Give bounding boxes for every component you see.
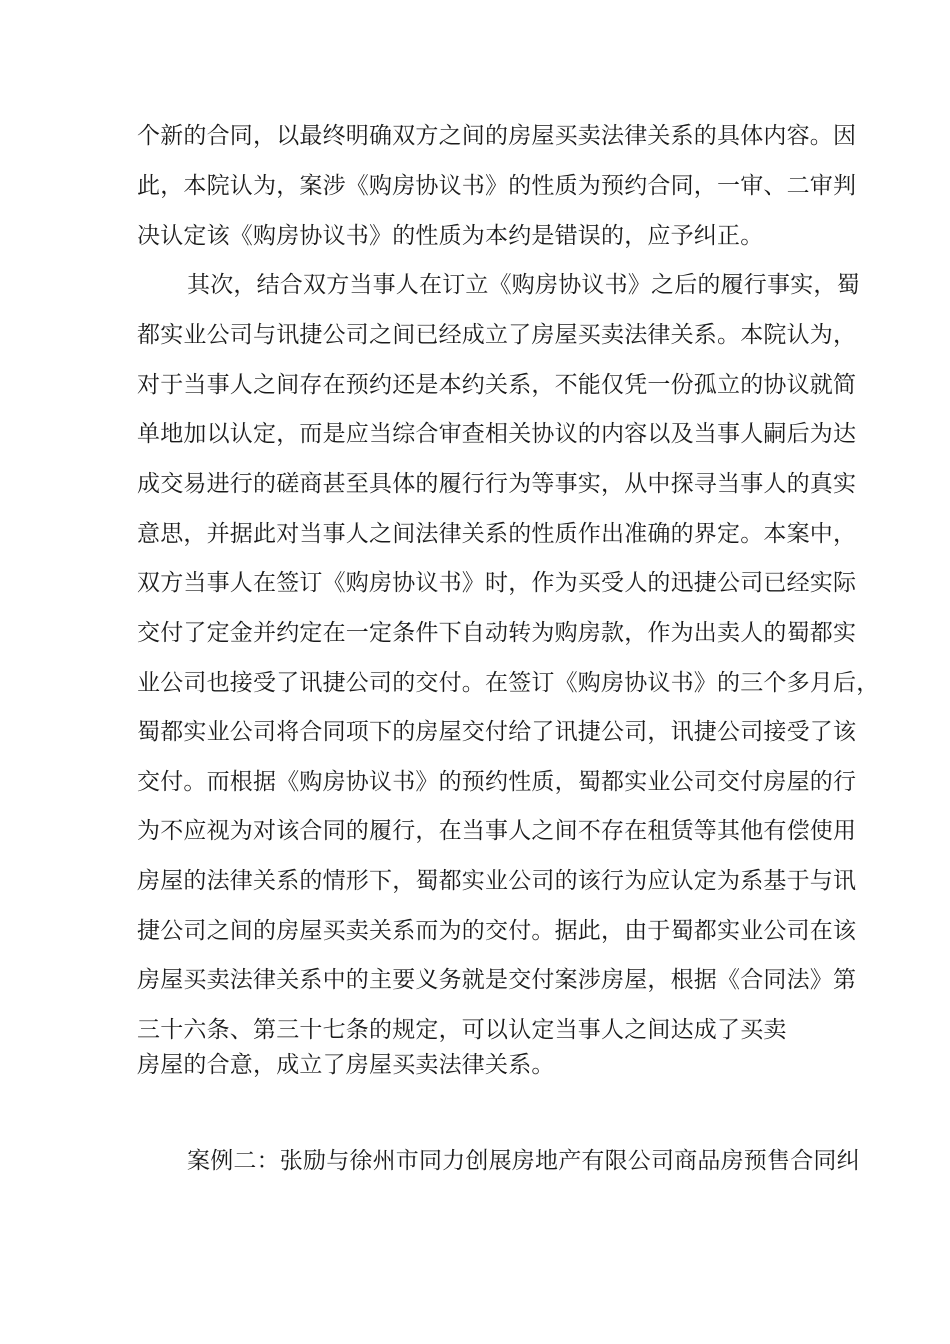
paragraph-2-line-9: 业公司也接受了讯捷公司的交付。在签订《购房协议书》的三个多月后， [137, 670, 880, 696]
paragraph-2-line-6: 意思，并据此对当事人之间法律关系的性质作出准确的界定。本案中， [137, 521, 857, 547]
paragraph-3-line-1: 案例二：张励与徐州市同力创展房地产有限公司商品房预售合同纠 [187, 1148, 860, 1174]
paragraph-2-line-8: 交付了定金并约定在一定条件下自动转为购房款，作为出卖人的蜀都实 [137, 620, 857, 646]
paragraph-2-line-2: 都实业公司与讯捷公司之间已经成立了房屋买卖法律关系。本院认为， [137, 322, 857, 348]
paragraph-1-line-3: 决认定该《购房协议书》的性质为本约是错误的，应予纠正。 [137, 223, 764, 249]
paragraph-1-line-2: 此，本院认为，案涉《购房协议书》的性质为预约合同，一审、二审判 [137, 173, 857, 199]
paragraph-2-line-10: 蜀都实业公司将合同项下的房屋交付给了讯捷公司，讯捷公司接受了该 [137, 719, 857, 745]
paragraph-1-line-1: 个新的合同，以最终明确双方之间的房屋买卖法律关系的具体内容。因 [137, 123, 857, 149]
paragraph-2-line-11: 交付。而根据《购房协议书》的预约性质，蜀都实业公司交付房屋的行 [137, 769, 857, 795]
paragraph-2-line-5: 成交易进行的磋商甚至具体的履行行为等事实，从中探寻当事人的真实 [137, 471, 857, 497]
paragraph-2-line-3: 对于当事人之间存在预约还是本约关系，不能仅凭一份孤立的协议就简 [137, 372, 857, 398]
paragraph-2-line-12: 为不应视为对该合同的履行，在当事人之间不存在租赁等其他有偿使用 [137, 818, 857, 844]
paragraph-2-line-4: 单地加以认定，而是应当综合审查相关协议的内容以及当事人嗣后为达 [137, 421, 857, 447]
paragraph-2-line-13: 房屋的法律关系的情形下，蜀都实业公司的该行为应认定为系基于与讯 [137, 868, 857, 894]
paragraph-2-line-16: 三十六条、第三十七条的规定，可以认定当事人之间达成了买卖 [137, 1017, 787, 1043]
paragraph-2-line-15: 房屋买卖法律关系中的主要义务就是交付案涉房屋，根据《合同法》第 [137, 967, 857, 993]
paragraph-2-line-7: 双方当事人在签订《购房协议书》时，作为买受人的迅捷公司已经实际 [137, 570, 857, 596]
paragraph-2-line-17: 房屋的合意，成立了房屋买卖法律关系。 [137, 1052, 555, 1078]
paragraph-2-line-14: 捷公司之间的房屋买卖关系而为的交付。据此，由于蜀都实业公司在该 [137, 918, 857, 944]
paragraph-2-line-1: 其次，结合双方当事人在订立《购房协议书》之后的履行事实，蜀 [187, 272, 860, 298]
